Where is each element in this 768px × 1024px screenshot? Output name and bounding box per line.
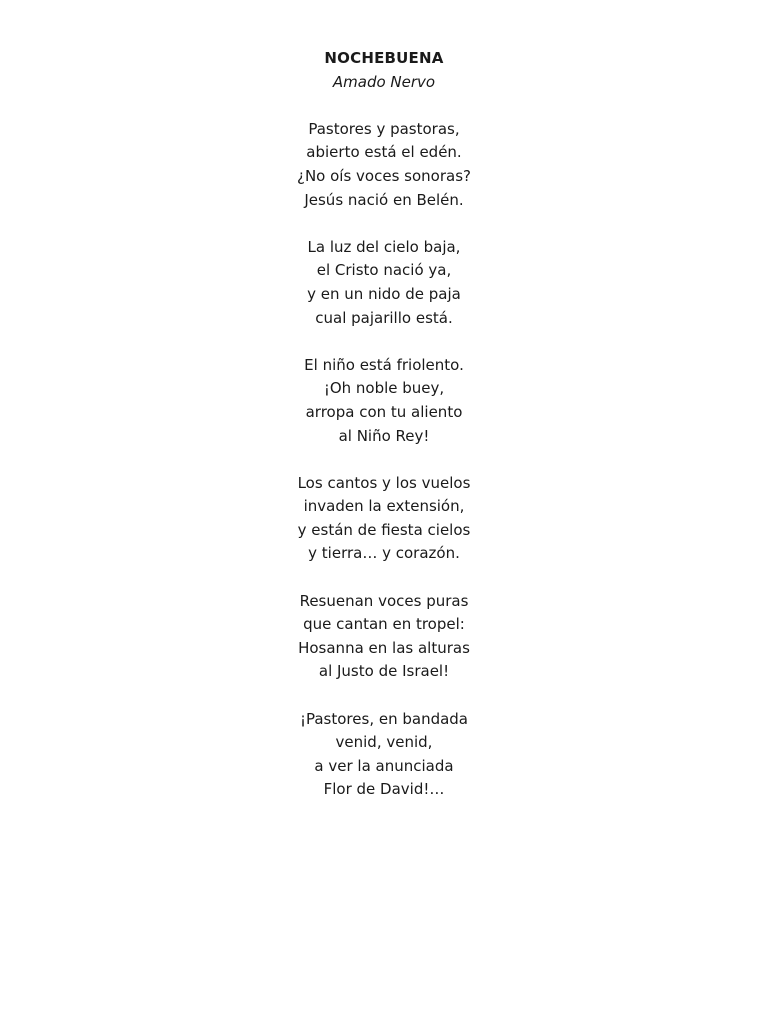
verse-line: La luz del cielo baja, xyxy=(307,237,461,256)
verse-line: el Cristo nació ya, xyxy=(316,261,452,280)
verse-line: al Niño Rey! xyxy=(338,426,430,445)
verse-line: Hosanna en las alturas xyxy=(298,638,470,657)
stanza xyxy=(0,236,768,330)
stanza xyxy=(0,708,768,802)
verse-line: que cantan en tropel: xyxy=(303,615,465,634)
verse-line: venid, venid, xyxy=(335,733,433,752)
stanza xyxy=(0,590,768,684)
verse-line: y en un nido de paja xyxy=(307,284,461,303)
poem-title: NOCHEBUENA xyxy=(324,49,444,67)
verse-line: a ver la anunciada xyxy=(314,756,454,775)
verse-line: Jesús nació en Belén. xyxy=(304,190,464,209)
poem-author: Amado Nervo xyxy=(332,72,436,91)
verse-line: ¡Oh noble buey, xyxy=(323,379,445,398)
stanza xyxy=(0,118,768,212)
verse-line: cual pajarillo está. xyxy=(315,308,453,327)
verse-line: El niño está friolento. xyxy=(304,355,464,374)
verse-line: invaden la extensión, xyxy=(303,497,465,516)
verse-line: abierto está el edén. xyxy=(306,143,462,162)
verse-line: ¿No oís voces sonoras? xyxy=(297,166,471,185)
stanza xyxy=(0,354,768,448)
stanza xyxy=(0,472,768,566)
verse-line: Los cantos y los vuelos xyxy=(297,473,471,492)
verse-line: al Justo de Israel! xyxy=(318,662,450,681)
verse-line: y están de fiesta cielos xyxy=(297,520,471,539)
verse-line: Flor de David!… xyxy=(323,780,445,799)
verse-line: arropa con tu aliento xyxy=(305,402,463,421)
verse-line: y tierra… y corazón. xyxy=(308,544,460,563)
poem xyxy=(0,47,768,802)
verse-line: Resuenan voces puras xyxy=(299,591,469,610)
verse-line: Pastores y pastoras, xyxy=(308,119,460,138)
verse-line: ¡Pastores, en bandada xyxy=(299,709,469,728)
